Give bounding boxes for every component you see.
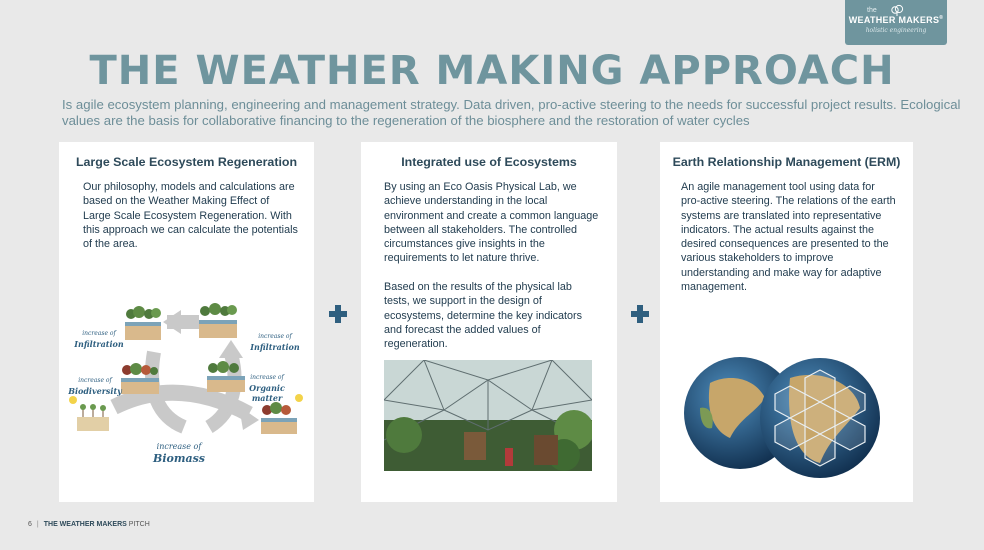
card-body: An agile management tool using data for pro-active steering. The relations of the earth systems are translated into representative indicators. The actual results against the desired consequences are presented to the various stakeholders to improve understanding and make way for adaptive management. (681, 181, 896, 294)
card-integrated-ecosystems (361, 142, 617, 502)
card-heading: Earth Relationship Management (ERM) (672, 155, 901, 169)
footer: 6 | THE WEATHER MAKERS PITCH (28, 521, 150, 528)
card-earth-relationship-management (660, 142, 913, 502)
soil-block-mid-left (121, 363, 159, 394)
label-biodiversity: increase of Biodiversity (68, 377, 122, 396)
plus-icon (631, 305, 649, 323)
card-heading: Integrated use of Ecosystems (401, 155, 577, 169)
soil-block-bottom-left (69, 396, 109, 431)
page-title: THE WEATHER MAKING APPROACH (89, 48, 895, 94)
card-body: Our philosophy, models and calculations are based on the Weather Making Effect of Large Scale Ecosystem Regeneration. With this approach we can calculate the potentials of the area. (83, 181, 298, 251)
card-body-1: By using an Eco Oasis Physical Lab, we achieve understanding in the local environment and create a common language between all stakeholders. The controlled circumstances give insights in the requirements to let nature thrive. (384, 181, 599, 265)
logo-name: WEATHER MAKERS® (848, 15, 944, 25)
card-body-2: Based on the results of the physical lab tests, we support in the design of ecosystems, determine the key indicators and forecast the added values of regeneration. (384, 281, 583, 351)
logo-the: the (867, 7, 877, 14)
eco-oasis-dome-photo (384, 360, 592, 471)
earth-globes-image (660, 338, 913, 498)
soil-block-top-left (125, 306, 161, 340)
label-infiltration-right: increase of Infiltration (250, 333, 300, 352)
card-ecosystem-regeneration (59, 142, 314, 502)
page-number: 6 (28, 521, 32, 528)
plus-icon (329, 305, 347, 323)
label-infiltration-left: increase of Infiltration (74, 330, 124, 349)
label-organic-matter: increase of Organic matter (249, 374, 285, 403)
page-subtitle: Is agile ecosystem planning, engineering and management strategy. Data driven, pro-active steering to the needs for successful project results. Ecological values are the basis for collaborative financing to the regeneration of the biosphere and the restoration of water cycles (62, 97, 961, 128)
weather-makers-logo (845, 0, 947, 45)
footer-brand: THE WEATHER MAKERS (43, 521, 127, 528)
footer-suffix: PITCH (128, 521, 150, 528)
soil-block-top-right (199, 303, 237, 338)
logo-tagline: holistic engineering (865, 27, 927, 34)
card-heading: Large Scale Ecosystem Regeneration (75, 155, 298, 169)
label-biomass: increase of Biomass (153, 442, 205, 465)
